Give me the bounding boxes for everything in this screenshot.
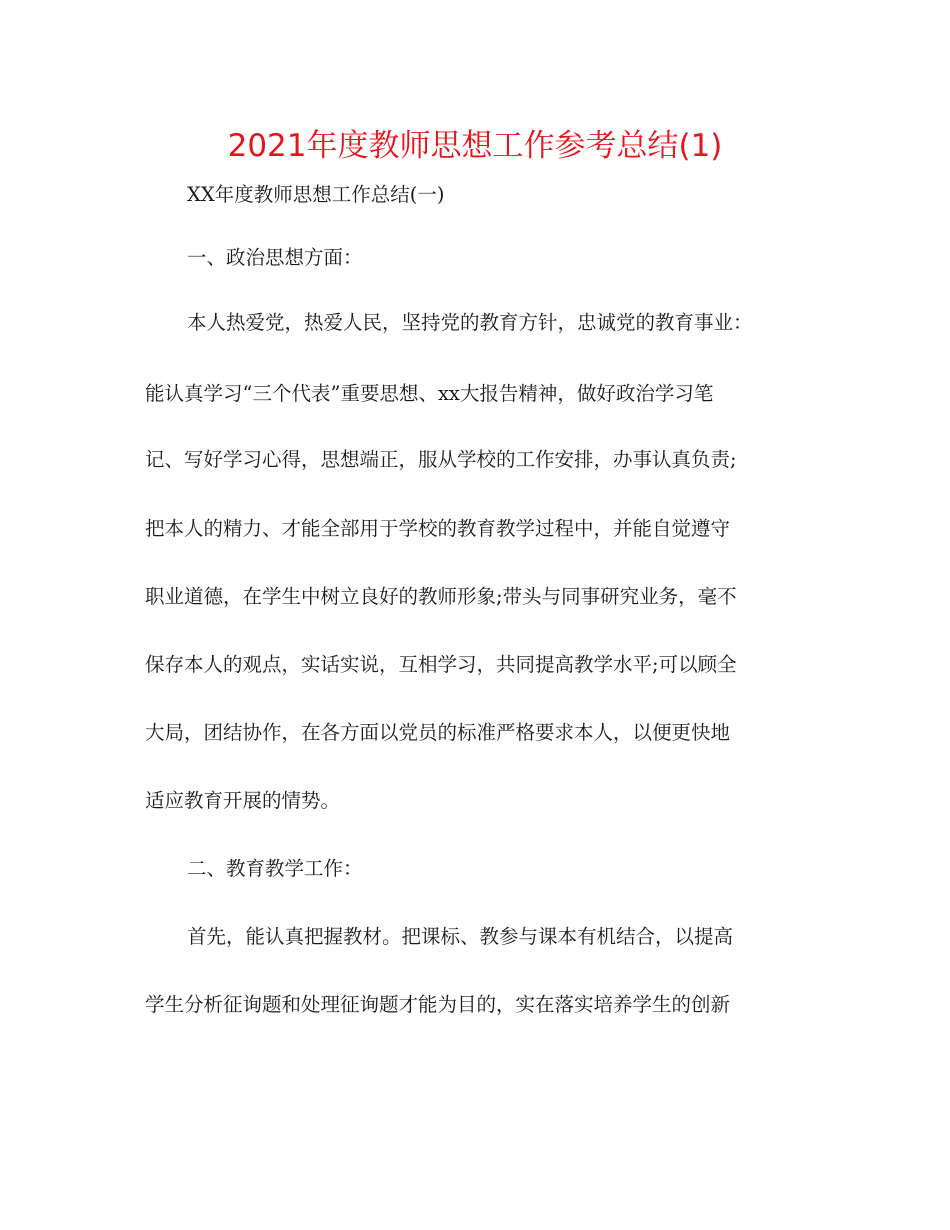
paragraph-line: 首先，能认真把握教材。把课标、教参与课本有机结合，以提高 bbox=[187, 925, 734, 948]
document-title: 2021年度教师思想工作参考总结(1) bbox=[227, 128, 723, 164]
paragraph-line: 职业道德，在学生中树立良好的教师形象;带头与同事研究业务，毫不 bbox=[145, 585, 737, 608]
subtitle-line: XX年度教师思想工作总结(一) bbox=[187, 183, 445, 206]
paragraph-line: 大局，团结协作，在各方面以党员的标准严格要求本人，以便更快地 bbox=[145, 721, 731, 744]
section-heading-teaching: 二、教育教学工作： bbox=[187, 857, 363, 880]
paragraph-line: 保存本人的观点，实话实说，互相学习，共同提高教学水平;可以顾全 bbox=[145, 653, 737, 676]
paragraph-line: 学生分析征询题和处理征询题才能为目的，实在落实培养学生的创新 bbox=[145, 993, 731, 1016]
paragraph-line: 把本人的精力、才能全部用于学校的教育教学过程中，并能自觉遵守 bbox=[145, 517, 731, 540]
paragraph-line: 记、写好学习心得，思想端正，服从学校的工作安排，办事认真负责; bbox=[145, 448, 737, 471]
paragraph-line: 能认真学习“三个代表”重要思想、xx大报告精神，做好政治学习笔 bbox=[145, 382, 714, 405]
paragraph-line: 本人热爱党，热爱人民，坚持党的教育方针，忠诚党的教育事业： bbox=[187, 311, 753, 334]
section-heading-politics: 一、政治思想方面： bbox=[187, 246, 363, 269]
paragraph-line: 适应教育开展的情势。 bbox=[145, 789, 341, 812]
